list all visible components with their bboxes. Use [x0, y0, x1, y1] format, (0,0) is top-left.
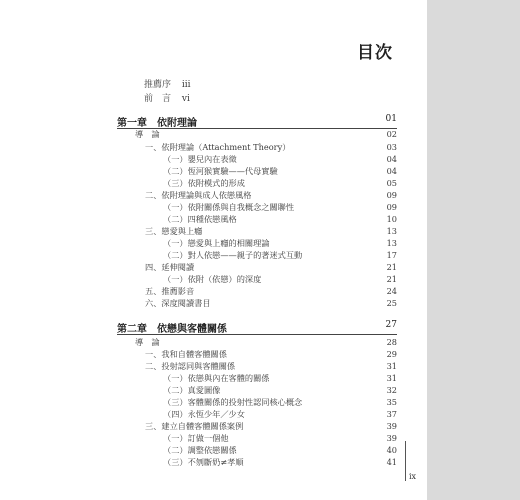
- toc-entry-page: 13: [386, 226, 397, 236]
- toc-entry-page: 04: [386, 166, 397, 176]
- toc-entry: [117, 360, 397, 372]
- folio-rule: [405, 441, 406, 481]
- toc-entry-page: 10: [386, 214, 397, 224]
- toc-entry: [117, 444, 397, 456]
- toc-entry-page: 21: [386, 262, 397, 272]
- toc-entry: [117, 165, 397, 177]
- toc-entry-page: 25: [386, 298, 397, 308]
- toc-entry-text: 一、我和自體客體關係: [145, 349, 227, 359]
- toc-entry: [117, 348, 397, 360]
- chapter-heading: [117, 320, 397, 335]
- front-matter-item: [144, 77, 191, 90]
- toc-entry-page: 13: [386, 238, 397, 248]
- toc-entry-page: 29: [386, 349, 397, 359]
- toc-entry-text: （二）調整依戀關係: [163, 445, 237, 455]
- toc-entry: [117, 141, 397, 153]
- toc-entry-text: （三）不刎斷奶≠孝順: [163, 457, 244, 467]
- chapter-page: 27: [385, 320, 397, 330]
- toc-entry-text: （二）真愛圖像: [163, 385, 221, 395]
- toc-entry-page: 31: [386, 361, 397, 371]
- toc-entry-page: 35: [386, 397, 397, 407]
- front-matter-page: iii: [181, 80, 191, 90]
- toc-entry-page: 40: [386, 445, 397, 455]
- front-matter-page: vi: [181, 94, 190, 104]
- toc-entry: [117, 420, 397, 432]
- toc-entry: [117, 189, 397, 201]
- toc-entry-page: 37: [386, 409, 397, 419]
- toc-entry: [117, 249, 397, 261]
- toc-entry: [117, 177, 397, 189]
- toc-entry-text: （一）戀愛與上癮的相關理論: [163, 238, 270, 248]
- toc-entry: [117, 261, 397, 273]
- toc-entry-text: 導 論: [135, 129, 160, 139]
- toc-entry: [117, 432, 397, 444]
- toc-entry-text: 導 論: [135, 337, 160, 347]
- page-edge-shade: [427, 0, 520, 500]
- toc-entry-text: （四）永恆少年／少女: [163, 409, 245, 419]
- toc-entry-page: 39: [386, 421, 397, 431]
- toc-entry-text: 六、深度閱讀書目: [145, 298, 211, 308]
- toc-entry: [117, 273, 397, 285]
- toc-entry-text: 二、投射認同與客體關係: [145, 361, 236, 371]
- toc-entry-text: （一）依附關係與自我概念之關聯性: [163, 202, 295, 212]
- toc-entry: [117, 201, 397, 213]
- toc-entry-page: 03: [386, 142, 397, 152]
- chapter-heading: [117, 114, 397, 129]
- front-matter-label: 推薦序: [144, 80, 172, 90]
- toc-entry-text: （三）客體關係的投射性認同核心概念: [163, 397, 303, 407]
- toc-entry-text: 三、戀愛與上癮: [145, 226, 203, 236]
- toc-entry-text: （一）依附（依戀）的深度: [163, 274, 262, 284]
- front-matter-item: [144, 91, 190, 104]
- toc-entry: [117, 153, 397, 165]
- toc-entry-text: （三）依附模式的形成: [163, 178, 245, 188]
- toc-entry-page: 17: [386, 250, 397, 260]
- toc-entry-page: 41: [386, 457, 397, 467]
- toc-entry: [117, 336, 397, 348]
- page-title: 目次: [357, 43, 393, 63]
- toc-entry-text: （一）嬰兒內在表徵: [163, 154, 237, 164]
- toc-entry-text: 五、推薦影音: [145, 286, 195, 296]
- toc-entry-text: （一）訂做一個他: [163, 433, 229, 443]
- toc-entry: [117, 297, 397, 309]
- toc-entry-page: 02: [386, 129, 397, 139]
- toc-entry: [117, 213, 397, 225]
- toc-entry-text: 四、延伸閱讀: [145, 262, 195, 272]
- toc-entry-page: 05: [386, 178, 397, 188]
- toc-entry: [117, 225, 397, 237]
- toc-entry-page: 21: [386, 274, 397, 284]
- toc-entry: [117, 408, 397, 420]
- toc-entry: [117, 396, 397, 408]
- page-number: ix: [409, 472, 417, 481]
- toc-entry-text: （二）四種依戀風格: [163, 214, 237, 224]
- toc-entry-page: 09: [386, 202, 397, 212]
- toc-entry: [117, 237, 397, 249]
- toc-entry: [117, 456, 397, 468]
- toc-entry: [117, 128, 397, 140]
- chapter-title: 第一章 依附理論: [117, 118, 197, 129]
- toc-entry-page: 04: [386, 154, 397, 164]
- toc-entry-text: 二、依附理論與成人依戀風格: [145, 190, 252, 200]
- toc-entry: [117, 285, 397, 297]
- front-matter-label: 前 言: [144, 94, 172, 104]
- toc-entry-page: 09: [386, 190, 397, 200]
- toc-entry-page: 31: [386, 373, 397, 383]
- chapter-title: 第二章 依戀與客體關係: [117, 324, 227, 335]
- chapter-page: 01: [385, 114, 397, 124]
- toc-entry-text: （二）恆河猴實驗——代母實驗: [163, 166, 278, 176]
- toc-entry-page: 39: [386, 433, 397, 443]
- toc-entry-page: 28: [386, 337, 397, 347]
- toc-entry-page: 24: [386, 286, 397, 296]
- toc-entry-text: （一）依戀與內在客體的關係: [163, 373, 270, 383]
- toc-entry-text: （二）對人依戀——親子的著迷式互動: [163, 250, 303, 260]
- toc-entry-text: 一、依附理論（Attachment Theory）: [145, 142, 291, 152]
- toc-entry: [117, 372, 397, 384]
- toc-entry: [117, 384, 397, 396]
- toc-entry-text: 三、建立自體客體關係案例: [145, 421, 244, 431]
- toc-entry-page: 32: [386, 385, 397, 395]
